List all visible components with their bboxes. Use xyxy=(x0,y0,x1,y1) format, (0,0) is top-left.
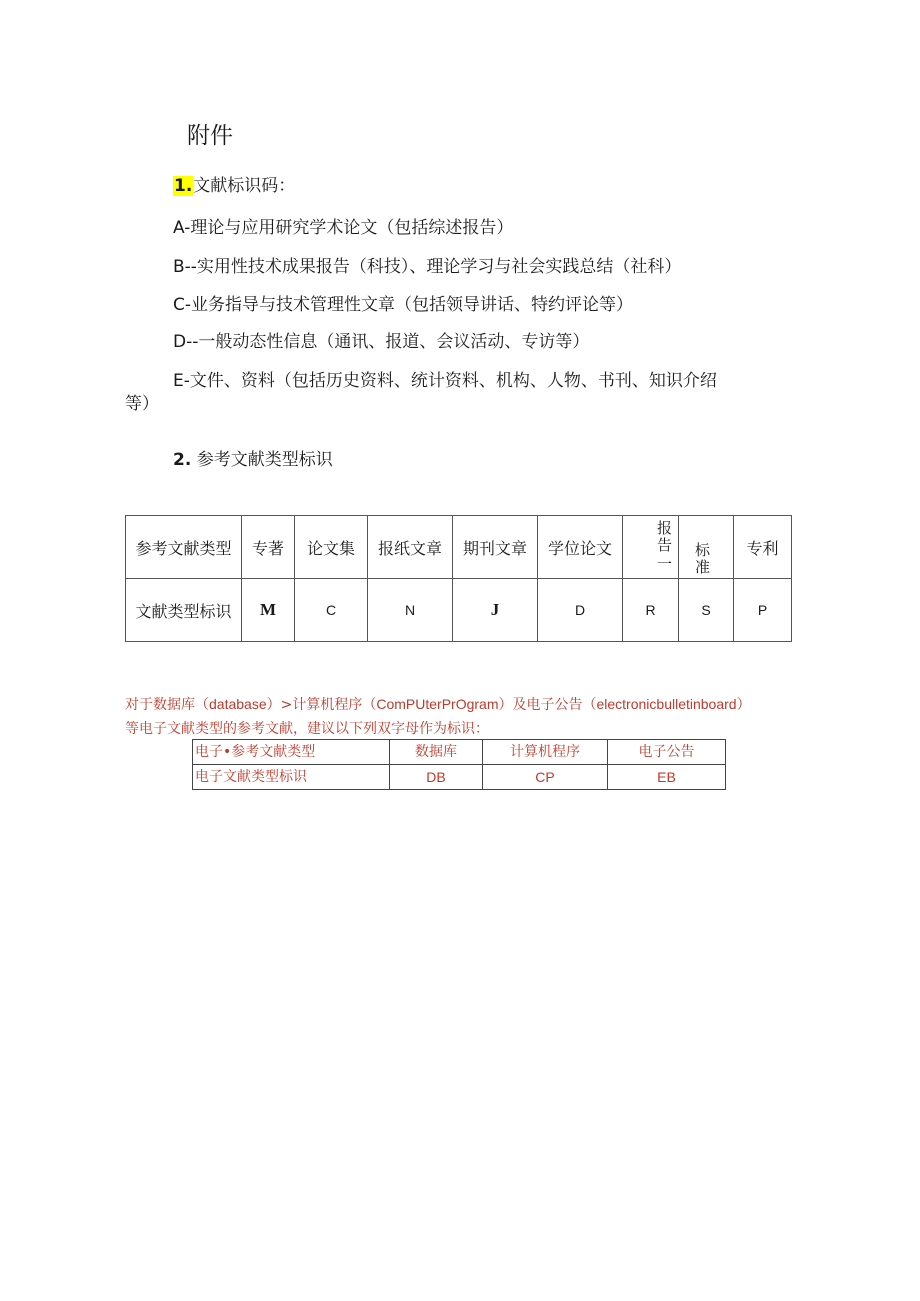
table-cell: N xyxy=(368,579,453,642)
note-text: ）及电子公告（ xyxy=(498,697,597,713)
table-cell: 参考文献类型 xyxy=(126,516,242,579)
report-label: 报告 xyxy=(657,519,673,554)
page-title: 附件 xyxy=(187,123,233,149)
code-item-d: D--一般动态性信息（通讯、报道、会议活动、专访等） xyxy=(173,332,590,352)
electronic-note-line-2: 等电子文献类型的参考文献，建议以下列双字母作为标识： xyxy=(125,721,489,737)
table-cell-report xyxy=(623,516,679,579)
table-row xyxy=(193,740,726,765)
table-cell: CP xyxy=(483,765,608,790)
table-cell: 电子公告 xyxy=(608,740,726,765)
note-text: ）>计算机程序（ xyxy=(266,697,377,713)
code-item-b: B--实用性技术成果报告（科技）、理论学习与社会实践总结（社科） xyxy=(173,257,682,277)
section-1-heading xyxy=(173,171,295,196)
table-cell: 计算机程序 xyxy=(483,740,608,765)
table-cell: 文献类型标识 xyxy=(126,579,242,642)
table-row xyxy=(193,765,726,790)
table-cell: P xyxy=(734,579,792,642)
note-text: electronicbulletinboard xyxy=(596,696,737,712)
table-cell: 电子•参考文献类型 xyxy=(193,740,390,765)
table-cell: DB xyxy=(390,765,483,790)
table-cell: C xyxy=(295,579,368,642)
note-text: ComPUterPrOgram xyxy=(376,696,499,712)
table-cell: D xyxy=(538,579,623,642)
table-cell: 专著 xyxy=(242,516,295,579)
table-cell: 期刊文章 xyxy=(453,516,538,579)
table-row xyxy=(126,516,792,579)
section-1-label: 文献标识码： xyxy=(193,176,296,196)
section-1-number: 1. xyxy=(174,176,193,196)
section-2-label: 参考文献类型标识 xyxy=(196,450,333,470)
reference-type-table xyxy=(125,515,792,642)
note-text: database xyxy=(209,696,267,712)
table-cell: 学位论文 xyxy=(538,516,623,579)
report-extra: 一 xyxy=(657,555,673,573)
electronic-note-line-1 xyxy=(125,694,751,714)
section-2-heading xyxy=(173,445,333,470)
note-text: 对于数据库（ xyxy=(125,697,209,713)
table-cell: EB xyxy=(608,765,726,790)
table-cell: 电子文献类型标识 xyxy=(193,765,390,790)
table-cell: 报纸文章 xyxy=(368,516,453,579)
code-item-e-wrap: 等） xyxy=(125,394,159,414)
standard-label: 标准 xyxy=(695,541,711,576)
table-cell: 专利 xyxy=(734,516,792,579)
table-cell: 数据库 xyxy=(390,740,483,765)
table-cell-standard xyxy=(679,516,734,579)
electronic-type-table xyxy=(192,739,726,790)
table-cell: J xyxy=(453,579,538,642)
code-item-c: C-业务指导与技术管理性文章（包括领导讲话、特约评论等） xyxy=(173,295,634,315)
table-cell: M xyxy=(242,579,295,642)
section-2-number: 2. xyxy=(173,450,192,470)
code-item-e: E-文件、资料（包括历史资料、统计资料、机构、人物、书刊、知识介绍 xyxy=(173,371,717,391)
code-item-a: A-理论与应用研究学术论文（包括综述报告） xyxy=(173,218,514,238)
table-cell: 论文集 xyxy=(295,516,368,579)
table-cell: S xyxy=(679,579,734,642)
table-cell: R xyxy=(623,579,679,642)
note-text: ） xyxy=(736,697,751,713)
table-row xyxy=(126,579,792,642)
